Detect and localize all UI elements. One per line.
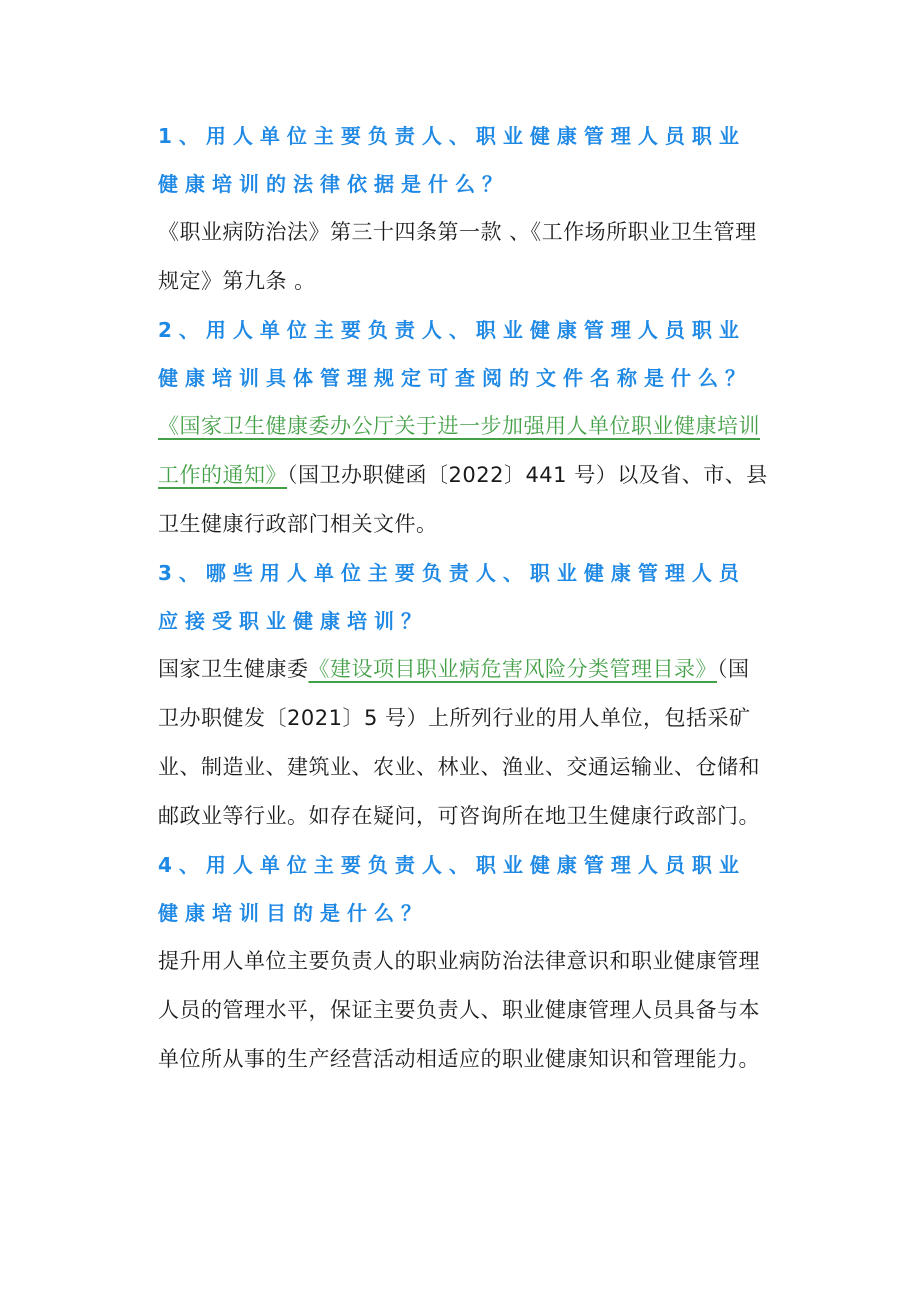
answer-1-text: 《职业病防治法》第三十四条第一款 、《工作场所职业卫生管理规定》第九条 。 bbox=[158, 220, 757, 293]
question-4: 4、用人单位主要负责人、职业健康管理人员职业健康培训目的是什么？ bbox=[158, 853, 746, 925]
question-1: 1、用人单位主要负责人、职业健康管理人员职业健康培训的法律依据是什么？ bbox=[158, 124, 746, 196]
answer-3-text: （国卫办职健发〔2021〕5 号）上所列行业的用人单位，包括采矿业、制造业、建筑业、农业、林业、渔业、交通运输业、仓储和邮政业等行业。如存在疑问，可咨询所在地卫生健康行政部门。 bbox=[158, 657, 760, 828]
answer-3 bbox=[158, 645, 768, 841]
qa-item-2 bbox=[158, 306, 768, 549]
answer-4-text: 提升用人单位主要负责人的职业病防治法律意识和职业健康管理人员的管理水平，保证主要负责人、职业健康管理人员具备与本单位所从事的生产经营活动相适应的职业健康知识和管理能力。 bbox=[158, 949, 760, 1071]
qa-item-1 bbox=[158, 112, 768, 306]
answer-3-prefix: 国家卫生健康委 bbox=[158, 657, 309, 681]
document-body bbox=[158, 112, 768, 1084]
qa-item-4 bbox=[158, 841, 768, 1084]
question-3: 3、哪些用人单位主要负责人、职业健康管理人员应接受职业健康培训？ bbox=[158, 561, 746, 633]
answer-2-link[interactable]: 《国家卫生健康委办公厅关于进一步加强用人单位职业健康培训工作的通知》 bbox=[158, 414, 760, 487]
answer-2-text: （国卫办职健函〔2022〕441 号）以及省、市、县卫生健康行政部门相关文件。 bbox=[158, 463, 768, 536]
qa-item-3 bbox=[158, 549, 768, 841]
question-2: 2、用人单位主要负责人、职业健康管理人员职业健康培训具体管理规定可查阅的文件名称是什么？ bbox=[158, 318, 752, 390]
answer-2 bbox=[158, 402, 768, 549]
answer-1 bbox=[158, 208, 768, 306]
answer-3-link[interactable]: 《建设项目职业病危害风险分类管理目录》 bbox=[308, 657, 717, 681]
answer-4 bbox=[158, 937, 768, 1084]
